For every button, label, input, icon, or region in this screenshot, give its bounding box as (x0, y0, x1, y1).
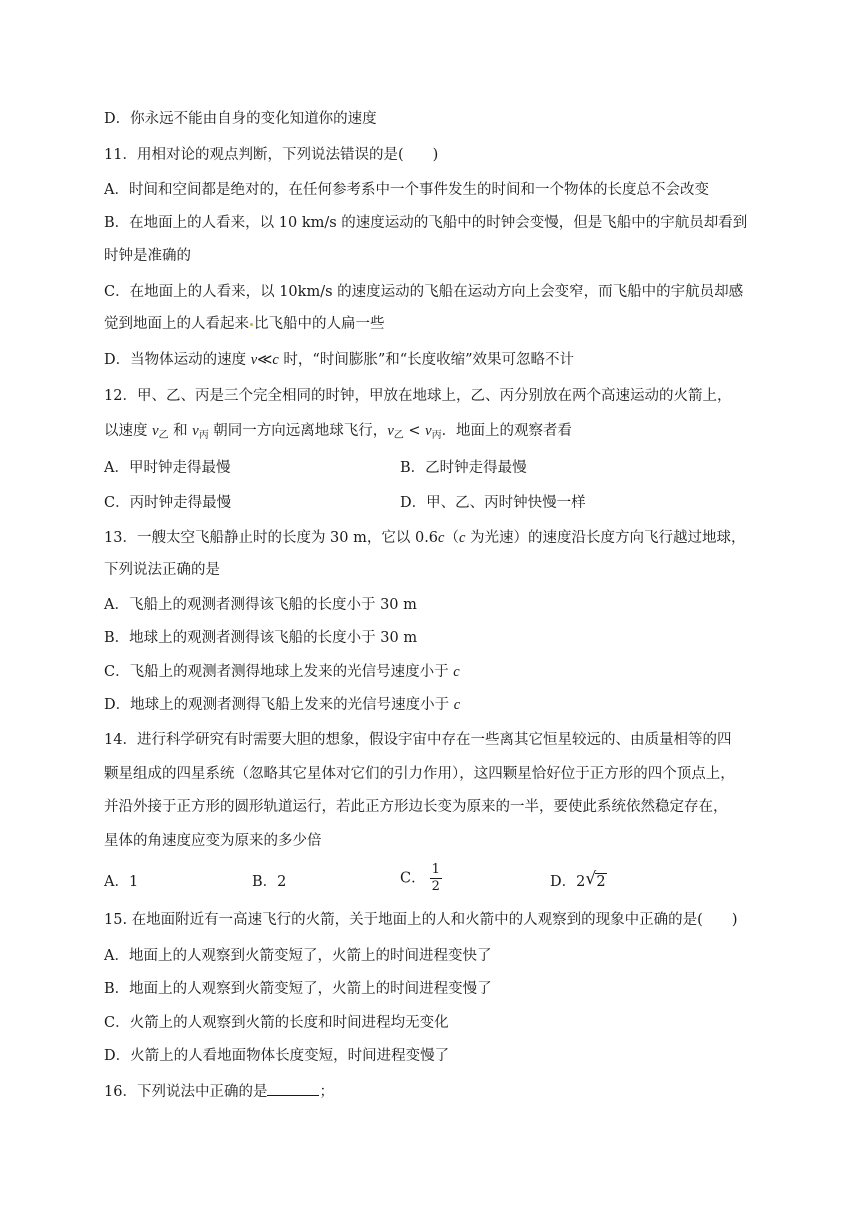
var-c-2: c (458, 530, 466, 546)
sqrt-radicand: 2 (596, 874, 606, 890)
fraction-one-half (430, 862, 442, 895)
var-v: v (250, 352, 258, 368)
q14-options-row (104, 862, 784, 900)
q16-stem (104, 1081, 334, 1102)
q12-option-b: B．乙时钟走得最慢 (400, 460, 527, 476)
q11-option-d (104, 350, 574, 370)
q16-text: 16．下列说法中正确的是 (104, 1084, 268, 1100)
q11-option-c-text-b: 比飞船中的人扁一些 (254, 316, 385, 332)
sub-yi-2: 乙 (393, 430, 404, 441)
sub-bing: 丙 (198, 430, 209, 441)
q11-option-a: A．时间和空间都是绝对的，在任何参考系中一个事件发生的时间和一个物体的长度总不会改变 (104, 182, 709, 198)
q13-option-d (104, 695, 460, 715)
q14-option-a: A．1 (104, 874, 139, 890)
q11-option-b-line1: B．在地面上的人看来，以 10 km/s 的速度运动的飞船中的时钟会变慢，但是飞船中的宇航员却看到 (104, 215, 748, 231)
sqrt-symbol: √ 2 (585, 869, 606, 890)
q13-paren: （ (444, 530, 459, 546)
q14-stem-line2: 颗星组成的四星系统（忽略其它星体对它们的引力作用），这四颗星恰好位于正方形的四个顶点上， (104, 766, 735, 782)
var-c-3: c (453, 664, 460, 680)
q12-option-d: D．甲、乙、丙时钟快慢一样 (400, 495, 586, 511)
artifact-dot (250, 323, 253, 326)
q12-text-3: ．地面上的观察者看 (441, 423, 573, 439)
answer-blank[interactable] (267, 1081, 319, 1096)
q13-option-b: B．地球上的观测者测得该飞船的长度小于 30 m (104, 630, 418, 646)
q10-option-d: D．你永远不能由自身的变化知道你的速度 (104, 111, 377, 127)
q13-stem-line2: 下列说法正确的是 (104, 562, 220, 578)
var-v-yi-2: v (387, 423, 394, 439)
var-c: c (272, 352, 279, 368)
q15-stem: 15. 在地面附近有一高速飞行的火箭，关于地面上的人和火箭中的人观察到的现象中正确的是( ) (104, 912, 738, 928)
q14-stem-line1: 14．进行科学研究有时需要大胆的想象，假设宇宙中存在一些离其它恒星较远的、由质量相等的四 (104, 732, 732, 748)
var-c-4: c (453, 697, 461, 713)
q13-stem-line1 (104, 528, 746, 548)
var-v-yi: v (152, 423, 159, 439)
var-v-bing-2: v (425, 423, 432, 439)
q11-option-d-suffix: 时，“时间膨胀”和“长度收缩”效果可忽略不计 (278, 352, 575, 368)
q13-text-1: 13．一艘太空飞船静止时的长度为 30 m，它以 0.6 (104, 530, 439, 546)
q13-option-c-text: C．飞船上的观测者测得地球上发来的光信号速度小于 (104, 664, 454, 680)
q14-option-d-label: D．2 (550, 874, 586, 890)
q14-stem-line4: 星体的角速度应变为原来的多少倍 (104, 833, 322, 849)
q14-option-c-label: C． (400, 870, 426, 887)
q12-option-a: A．甲时钟走得最慢 (104, 460, 231, 476)
much-less-symbol: ≪ (257, 352, 273, 368)
less-than-symbol: < (403, 423, 426, 439)
q12-option-c: C．丙时钟走得最慢 (104, 495, 232, 511)
q11-option-c-text-a: 觉到地面上的人看起来 (104, 316, 249, 332)
sub-yi: 乙 (158, 430, 169, 441)
q11-option-b-line2: 时钟是准确的 (104, 248, 191, 264)
var-c: c (438, 530, 445, 546)
sub-bing-2: 丙 (431, 430, 442, 441)
q11-option-c-line1: C．在地面上的人看来，以 10km/s 的速度运动的飞船在运动方向上会变窄，而飞船中的宇航员却感 (104, 284, 744, 300)
q12-stem-line2 (104, 421, 572, 446)
q14-option-c (400, 862, 442, 895)
q15-option-d: D．火箭上的人看地面物体长度变短，时间进程变慢了 (104, 1048, 450, 1064)
q14-option-b: B．2 (252, 874, 287, 890)
q15-option-c: C．火箭上的人观察到火箭的长度和时间进程均无变化 (104, 1015, 449, 1031)
fraction-denominator: 2 (431, 879, 440, 894)
q11-stem: 11．用相对论的观点判断，下列说法错误的是( ) (104, 147, 439, 163)
q13-option-c (104, 662, 460, 682)
fraction-numerator: 1 (431, 862, 440, 877)
q15-option-b: B．地面上的人观察到火箭变短了，火箭上的时间进程变慢了 (104, 981, 492, 997)
q16-end: ； (319, 1084, 334, 1100)
q12-stem-line1: 12．甲、乙、丙是三个完全相同的时钟，甲放在地球上，乙、丙分别放在两个高速运动的火箭上， (104, 388, 732, 404)
q12-text-1: 以速度 (104, 423, 153, 439)
q13-text-2: 为光速）的速度沿长度方向飞行越过地球， (465, 530, 746, 546)
q13-option-d-text: D．地球上的观测者测得飞船上发来的光信号速度小于 (104, 697, 454, 713)
q15-option-a: A．地面上的人观察到火箭变短了，火箭上的时间进程变快了 (104, 948, 492, 964)
q12-text-2: 朝同一方向远离地球飞行， (208, 423, 388, 439)
q13-option-a: A．飞船上的观测者测得该飞船的长度小于 30 m (104, 597, 417, 613)
q12-and: 和 (168, 423, 193, 439)
q11-option-c-line2 (104, 314, 385, 334)
q14-option-d (550, 869, 607, 892)
var-v-bing: v (192, 423, 199, 439)
q14-stem-line3: 并沿外接于正方形的圆形轨道运行，若此正方形边长变为原来的一半，要使此系统依然稳定存在， (104, 799, 728, 815)
q11-option-d-prefix: D．当物体运动的速度 (104, 352, 251, 368)
